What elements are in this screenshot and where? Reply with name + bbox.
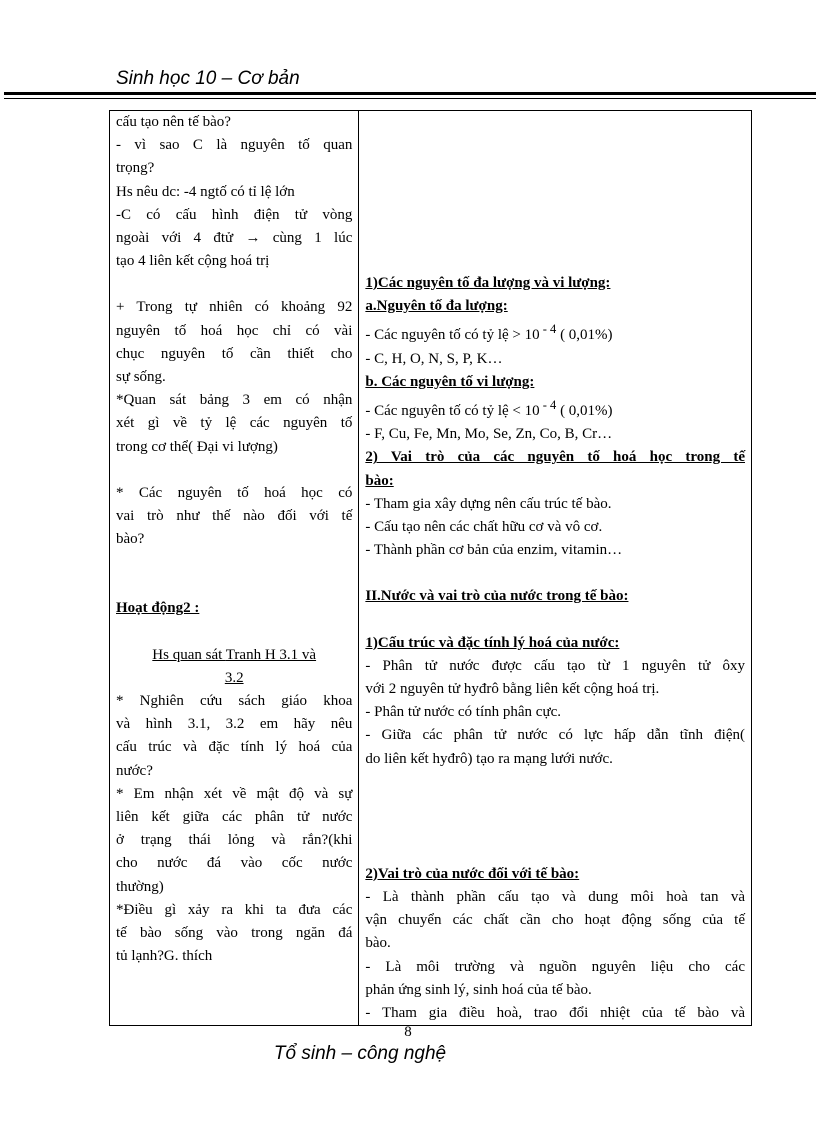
left-text-line: *Điều gì xảy ra khi ta đưa các xyxy=(116,901,353,918)
right-text-line: - Là thành phần cấu tạo và dung môi hoà tan và xyxy=(365,889,745,906)
right-text-line: - Tham gia điều hoà, trao đổi nhiệt của tế bào và xyxy=(365,1005,745,1022)
page-header-title: Sinh học 10 – Cơ bản xyxy=(116,68,300,89)
right-text-line xyxy=(365,318,745,347)
left-text-line: liên kết giữa các phân tử nước xyxy=(116,809,353,826)
left-text-line: xét gì về tỷ lệ các nguyên tố xyxy=(116,415,353,432)
figure-reference: Tranh H 3.1 và xyxy=(225,646,317,663)
spacer xyxy=(365,134,745,157)
header-rule-thick xyxy=(4,92,816,95)
spacer xyxy=(365,562,745,585)
left-text-line: cấu trúc và đặc tính lý hoá của xyxy=(116,739,353,756)
left-text-line: ngoài với 4 đtử → cùng 1 lúc xyxy=(116,230,353,247)
left-text-line: cho nước đá vào cốc nước xyxy=(116,855,353,872)
left-text-line: + Trong tự nhiên có khoảng 92 xyxy=(116,299,353,316)
left-text-line: và hình 3.1, 3.2 em hãy nêu xyxy=(116,716,353,733)
left-text-line: * Nghiên cứu sách giáo khoa xyxy=(116,693,353,710)
section-heading-elements: 1)Các nguyên tố đa lượng và vi lượng: xyxy=(365,275,611,291)
left-text-line: *Quan sát bảng 3 em có nhận xyxy=(116,392,353,409)
section-heading-roles: 2) Vai trò của các nguyên tố hoá học trong tế xyxy=(365,449,745,466)
right-text-line: vận chuyển các chất cần cho hoạt động sống của tế xyxy=(365,912,745,929)
spacer xyxy=(365,111,745,134)
right-text-line: - Là môi trường và nguồn nguyên liệu cho các xyxy=(365,958,745,975)
page-number: 8 xyxy=(404,1024,412,1040)
left-text-line: vai trò như thế nào đối với tế xyxy=(116,508,353,525)
spacer xyxy=(365,157,745,180)
right-text-line: - Cấu tạo nên các chất hữu cơ và vô cơ. xyxy=(365,519,603,536)
spacer xyxy=(365,203,745,226)
spacer xyxy=(365,817,745,840)
right-text-line: bào. xyxy=(365,935,391,952)
left-text-line: tạo 4 liên kết cộng hoá trị xyxy=(116,253,270,270)
ratio-text: - Các nguyên tố có tỷ lệ < 10 xyxy=(365,403,540,420)
right-text-line xyxy=(365,394,745,423)
subheading-micro-elements: b. Các nguyên tố vi lượng: xyxy=(365,373,535,390)
spacer xyxy=(365,840,745,863)
activity-heading: Hoạt động2 : xyxy=(116,600,200,617)
observation-prefix: Hs quan sát xyxy=(152,646,226,663)
left-text-line: chục nguyên tố cần thiết cho xyxy=(116,345,353,362)
header-rule-thin xyxy=(4,98,816,99)
ratio-exponent: - 4 xyxy=(539,322,557,337)
left-text-line: nước? xyxy=(116,762,153,779)
spacer xyxy=(365,180,745,203)
spacer xyxy=(116,551,352,574)
subheading-macro-elements: a.Nguyên tố đa lượng: xyxy=(365,298,508,315)
left-text-line: cấu tạo nên tế bào? xyxy=(116,114,231,130)
spacer xyxy=(365,609,745,632)
ratio-text: - Các nguyên tố có tỷ lệ > 10 xyxy=(365,327,540,344)
right-text-line: - C, H, O, N, S, P, K… xyxy=(365,350,503,367)
section-heading-water-structure: 1)Cấu trúc và đặc tính lý hoá của nước: xyxy=(365,634,620,651)
left-text-line: tế bào sống vào trong ngăn đá xyxy=(116,925,353,942)
left-text-line: tủ lạnh?G. thích xyxy=(116,948,213,965)
spacer xyxy=(116,273,352,296)
left-text-line: ở trạng thái lỏng và rắn?(khi xyxy=(116,832,353,849)
spacer xyxy=(365,249,745,272)
right-text-line: với 2 nguyên tử hyđrô bằng liên kết cộng hoá trị. xyxy=(365,681,660,698)
right-column xyxy=(359,111,752,1026)
left-text-line: nguyên tố hoá học chỉ có vài xyxy=(116,322,353,339)
right-text-line: - Tham gia xây dựng nên cấu trúc tế bào. xyxy=(365,495,612,512)
right-text-line: do liên kết hyđrô) tạo ra mạng lưới nước. xyxy=(365,750,613,767)
left-text-line: bào? xyxy=(116,531,145,548)
left-text-line: Hs nêu dc: -4 ngtố có tỉ lệ lớn xyxy=(116,183,295,200)
right-text-line: - Phân tử nước được cấu tạo từ 1 nguyên tử ôxy xyxy=(365,657,745,674)
left-text-line: -C có cấu hình điện tử vòng xyxy=(116,206,353,223)
page-footer-text: Tổ sinh – công nghệ xyxy=(273,1043,447,1064)
left-text-line: sự sống. xyxy=(116,369,166,386)
section-heading-roles-line2: bào: xyxy=(365,472,394,489)
ratio-exponent: - 4 xyxy=(539,398,557,413)
left-text-line: * Các nguyên tố hoá học có xyxy=(116,484,353,501)
right-text-line: - Giữa các phân tử nước có lực hấp dẫn tĩnh điện( xyxy=(365,727,745,744)
right-text-line: phản ứng sinh lý, sinh hoá của tế bào. xyxy=(365,981,592,998)
ratio-percent: ( 0,01%) xyxy=(556,403,613,420)
spacer xyxy=(116,574,352,597)
left-column xyxy=(110,111,359,1026)
spacer xyxy=(116,459,352,482)
figure-reference-line2: 3.2 xyxy=(224,669,244,686)
left-text-line: - vì sao C là nguyên tố quan xyxy=(116,137,353,154)
right-text-line: - F, Cu, Fe, Mn, Mo, Se, Zn, Co, B, Cr… xyxy=(365,426,613,443)
left-text-line: * Em nhận xét về mật độ và sự xyxy=(116,785,353,802)
spacer xyxy=(365,226,745,249)
left-text-line: trọng? xyxy=(116,160,155,177)
right-text-line: - Phân tử nước có tính phân cực. xyxy=(365,704,561,721)
right-text-line: - Thành phần cơ bản của enzim, vitamin… xyxy=(365,542,623,559)
spacer xyxy=(365,771,745,794)
observation-line xyxy=(116,644,352,667)
lesson-table xyxy=(109,110,752,1026)
spacer xyxy=(365,794,745,817)
left-text-line: thường) xyxy=(116,878,164,895)
spacer xyxy=(116,621,352,644)
section-heading-water: II.Nước và vai trò của nước trong tế bào: xyxy=(365,588,629,605)
left-text-line: trong cơ thể( Đại vi lượng) xyxy=(116,438,278,455)
ratio-percent: ( 0,01%) xyxy=(556,327,613,344)
section-heading-water-role: 2)Vai trò của nước đối với tế bào: xyxy=(365,865,580,882)
